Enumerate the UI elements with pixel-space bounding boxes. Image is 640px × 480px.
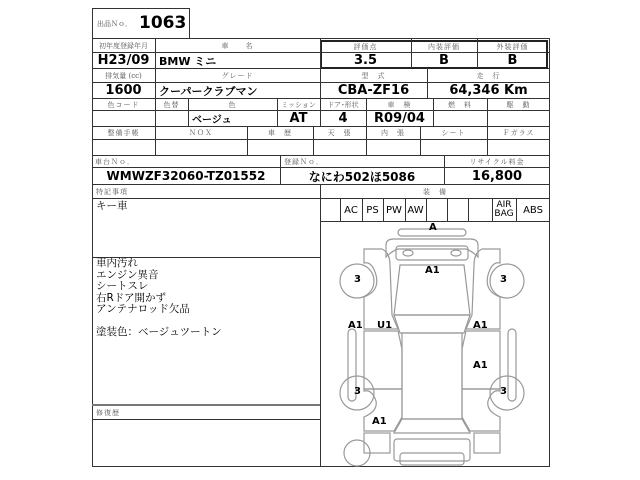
- label-equipment: 装 備: [423, 187, 447, 196]
- equipment-pw: PW: [386, 204, 402, 216]
- equipment-airbag: AIR BAG: [494, 200, 514, 219]
- label-color: 色: [228, 100, 237, 109]
- right-rear-door: [462, 389, 500, 431]
- equipment-slot: [447, 199, 468, 221]
- special-note: キー車: [96, 200, 128, 212]
- color-value: ベージュ: [192, 115, 232, 126]
- mark-left-front-door: U1: [377, 320, 393, 331]
- label-roof-lining: 天 張: [327, 129, 352, 137]
- roof: [402, 333, 462, 419]
- mark-hood: A1: [425, 265, 440, 276]
- label-fuel: 燃 料: [448, 100, 472, 109]
- label-seat: シート: [441, 129, 466, 137]
- label-first-registration: 初年度登録年月: [99, 41, 148, 50]
- label-doors: ドア･形状: [327, 100, 359, 109]
- label-transmission: ミッション: [281, 100, 316, 109]
- left-front-door: [364, 331, 402, 389]
- color-change-value: [155, 111, 188, 126]
- label-mileage: 走 行: [476, 71, 501, 80]
- label-repair-history: 修復歴: [96, 408, 120, 417]
- note-line: 車内汚れ: [96, 257, 138, 269]
- label-front-glass: Ｆガラス: [502, 129, 535, 137]
- note-line: エンジン異音: [96, 268, 159, 281]
- grade-value: クーパークラブマン: [159, 84, 258, 98]
- listing-number: 1063: [139, 13, 187, 33]
- label-score: 評価点: [353, 42, 378, 51]
- left-front-fender: [364, 249, 398, 329]
- note-line: シートスレ: [96, 280, 149, 292]
- mark-tire-rear-right: 3: [500, 386, 507, 397]
- transmission-value: AT: [289, 111, 308, 126]
- front-grille: [396, 246, 468, 260]
- equipment-slot: [468, 199, 492, 221]
- label-drive: 駆 動: [506, 100, 531, 109]
- note-line: 塗装色：ベージュツートン: [96, 326, 222, 338]
- trunk: [394, 439, 470, 461]
- note-line: 右Rドア開かず: [96, 291, 166, 304]
- label-recycle-fee: リサイクル料金: [469, 157, 525, 166]
- equipment-aw: AW: [407, 204, 424, 216]
- label-model: 型 式: [361, 71, 386, 80]
- label-interior-grade: 内装評価: [428, 42, 460, 51]
- right-rear-quarter: [474, 433, 500, 453]
- rear-garnish: [400, 453, 464, 465]
- registration-number-value: なにわ502ほ5086: [308, 169, 416, 184]
- model-value: CBA-ZF16: [337, 83, 410, 98]
- windshield: [394, 315, 470, 333]
- label-nox: ＮＯＸ: [189, 129, 213, 137]
- mark-left-side-rail: A1: [348, 320, 363, 331]
- label-chassis-number: 車台Ｎｏ．: [95, 157, 135, 166]
- label-color-code: 色コード: [107, 100, 140, 109]
- equipment-slot: [320, 199, 340, 221]
- mileage-value: 64,346 Km: [449, 83, 528, 98]
- doors-value: 4: [338, 111, 348, 126]
- tire-rear-right: [490, 376, 524, 410]
- mark-tire-front-left: 3: [354, 274, 361, 285]
- car-damage-diagram: [320, 221, 550, 467]
- tire-front-right: [490, 264, 524, 298]
- label-displacement: 排気量 (cc): [105, 71, 142, 80]
- equipment-ac: AC: [344, 204, 358, 216]
- mark-right-front-door: A1: [473, 320, 488, 331]
- displacement-value: 1600: [105, 83, 142, 98]
- label-maintenance-record: 整備手帳: [107, 129, 140, 137]
- label-special-notes: 特記事項: [96, 187, 128, 196]
- exterior-grade-value: B: [507, 53, 518, 68]
- label-vehicle-history: 車 歴: [268, 129, 292, 137]
- equipment-ps: PS: [366, 204, 379, 216]
- mark-tire-rear-left: 3: [354, 386, 361, 397]
- label-inspection: 車 検: [387, 100, 412, 109]
- first-registration-value: H23/09: [97, 53, 150, 68]
- notes-list: [96, 258, 316, 339]
- equipment-slot: [426, 199, 447, 221]
- right-side-rail: [508, 329, 516, 401]
- label-car-name: 車 名: [221, 41, 254, 50]
- recycle-fee-value: 16,800: [471, 168, 523, 184]
- equipment-abs: ABS: [523, 204, 543, 216]
- mark-tire-front-right: 3: [500, 274, 507, 285]
- label-grade: グレード: [221, 71, 254, 80]
- chassis-number-value: WMWZF32060-TZ01552: [106, 169, 266, 183]
- listing-number-label: 出品Ｎｏ．: [97, 20, 132, 28]
- left-rear-quarter: [364, 433, 390, 453]
- right-front-fender: [466, 249, 500, 329]
- score-value: 3.5: [353, 53, 378, 68]
- label-registration-number: 登録Ｎｏ．: [284, 157, 324, 166]
- inspection-value: R09/04: [374, 111, 425, 126]
- note-line: アンテナロッド欠品: [96, 303, 190, 315]
- mark-front-bumper: A: [429, 222, 437, 233]
- drive-value: [487, 111, 550, 126]
- mark-right-rear-door: A1: [473, 360, 488, 371]
- interior-grade-value: B: [439, 53, 449, 68]
- label-interior-trim: 内 張: [381, 129, 405, 137]
- mark-left-rear-quarter: A1: [372, 416, 387, 427]
- car-name-value: BMW ミニ: [159, 54, 217, 68]
- listing-number-box: [92, 8, 190, 38]
- label-exterior-grade: 外装評価: [496, 42, 529, 51]
- rear-window: [394, 419, 470, 433]
- color-code-value: [92, 111, 155, 126]
- front-bumper: [386, 239, 478, 257]
- label-color-change: 色替: [163, 100, 180, 109]
- fuel-value: [433, 111, 487, 126]
